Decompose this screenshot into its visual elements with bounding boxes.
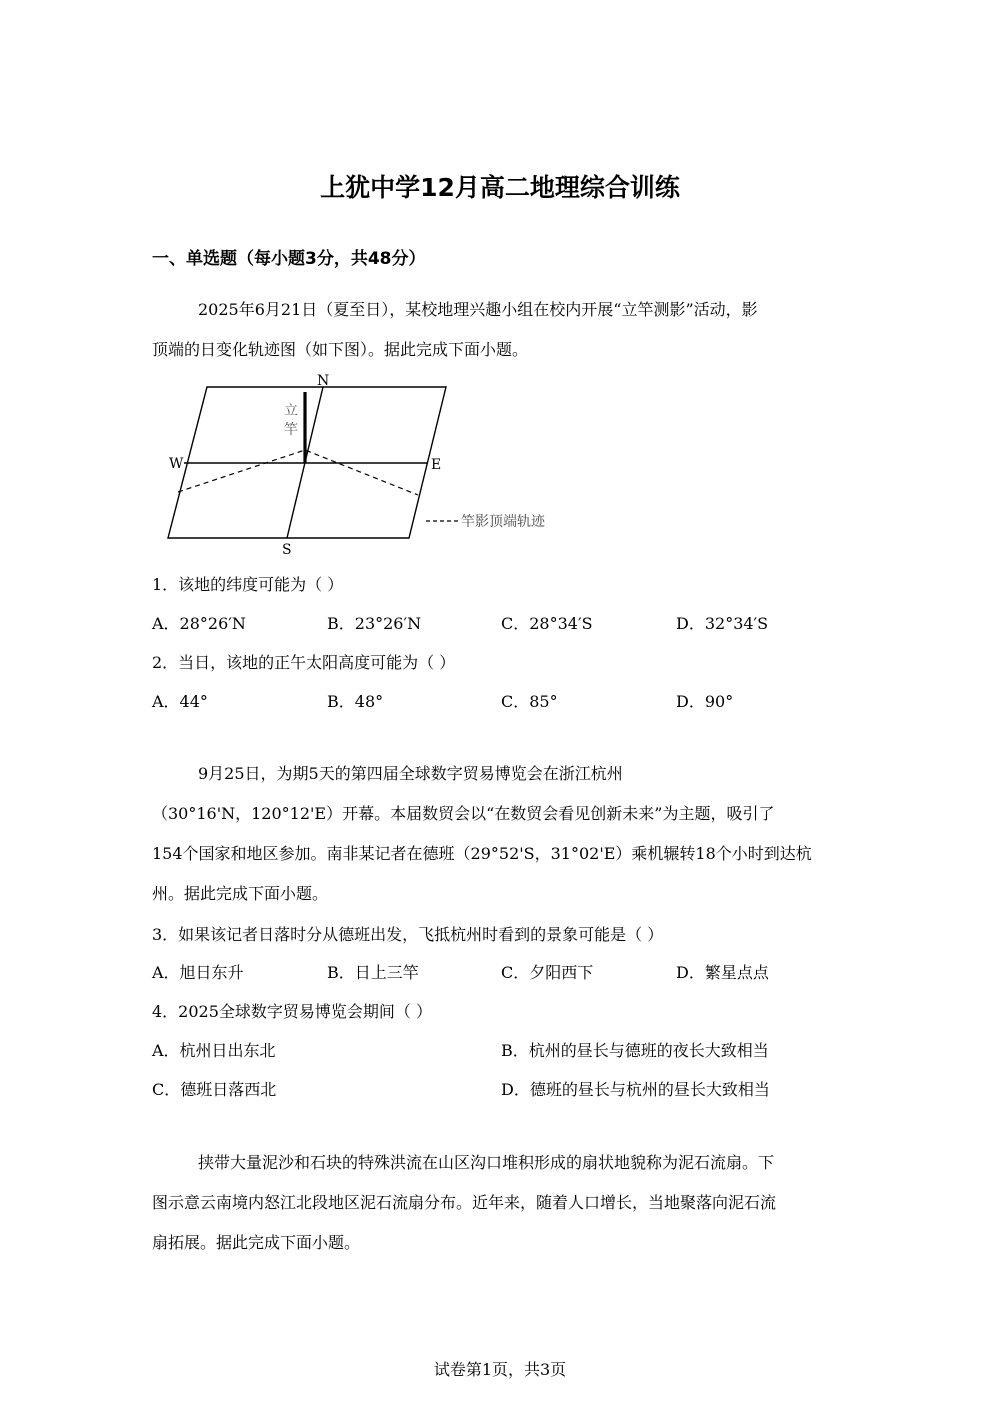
passage-3	[152, 1143, 852, 1263]
q3-option-c: C．夕阳西下	[501, 963, 594, 982]
q3-option-d: D．繁星点点	[676, 963, 769, 982]
q2-option-b: B．48°	[327, 692, 384, 711]
passage-2-line-3: 154个国家和地区参加。南非某记者在德班（29°52'S，31°02'E）乘机辗转18个小时到达杭	[152, 844, 812, 863]
question-3-stem: 3．如果该记者日落时分从德班出发，飞抵杭州时看到的景象可能是（ ）	[152, 925, 664, 944]
passage-3-line-1: 挟带大量泥沙和石块的特殊洪流在山区沟口堆积形成的扇状地貌称为泥石流扇。下	[198, 1153, 775, 1172]
q1-option-c: C．28°34′S	[501, 614, 593, 633]
q3-option-a: A．旭日东升	[152, 963, 244, 982]
passage-2	[152, 754, 852, 914]
question-1-stem: 1．该地的纬度可能为（ ）	[152, 575, 344, 594]
q4-option-d: D．德班的昼长与杭州的昼长大致相当	[501, 1080, 770, 1099]
q2-option-d: D．90°	[676, 692, 734, 711]
label-e: E	[431, 457, 442, 473]
passage-3-line-3: 扇拓展。据此完成下面小题。	[152, 1233, 361, 1252]
passage-2-line-4: 州。据此完成下面小题。	[152, 884, 329, 903]
page-title: 上犹中学12月高二地理综合训练	[320, 173, 680, 202]
label-pole-1: 立	[284, 403, 298, 419]
shadow-trajectory-figure	[160, 370, 580, 560]
q4-option-c: C．德班日落西北	[152, 1080, 277, 1099]
q1-option-a: A．28°26′N	[152, 614, 246, 633]
q4-option-a: A．杭州日出东北	[152, 1041, 276, 1060]
passage-1-line-1: 2025年6月21日（夏至日），某校地理兴趣小组在校内开展“立竿测影”活动，影	[198, 300, 758, 319]
label-n: N	[317, 373, 330, 389]
passage-2-line-2: （30°16'N，120°12'E）开幕。本届数贸会以“在数贸会看见创新未来”为主题，吸引了	[152, 804, 775, 823]
q1-option-d: D．32°34′S	[676, 614, 769, 633]
legend-label: 竿影顶端轨迹	[461, 514, 545, 530]
label-s: S	[282, 542, 292, 558]
q1-option-b: B．23°26′N	[327, 614, 422, 633]
q2-option-a: A．44°	[152, 692, 208, 711]
q4-option-b: B．杭州的昼长与德班的夜长大致相当	[501, 1041, 769, 1060]
q3-option-b: B．日上三竿	[327, 963, 419, 982]
passage-3-line-2: 图示意云南境内怒江北段地区泥石流扇分布。近年来，随着人口增长，当地聚落向泥石流	[152, 1193, 777, 1212]
label-w: W	[169, 456, 184, 472]
passage-2-line-1: 9月25日，为期5天的第四届全球数字贸易博览会在浙江杭州	[198, 764, 623, 783]
passage-1-line-2: 顶端的日变化轨迹图（如下图）。据此完成下面小题。	[152, 340, 529, 359]
question-2-stem: 2．当日，该地的正午太阳高度可能为（ ）	[152, 653, 456, 672]
label-pole-2: 竿	[284, 422, 298, 438]
question-4-stem: 4．2025全球数字贸易博览会期间（ ）	[152, 1002, 432, 1021]
q2-option-c: C．85°	[501, 692, 558, 711]
section-heading: 一、单选题（每小题3分，共48分）	[152, 249, 426, 269]
shadow-tip-trajectory	[178, 450, 418, 495]
passage-1	[152, 290, 852, 370]
page-footer: 试卷第1页，共3页	[433, 1360, 567, 1379]
